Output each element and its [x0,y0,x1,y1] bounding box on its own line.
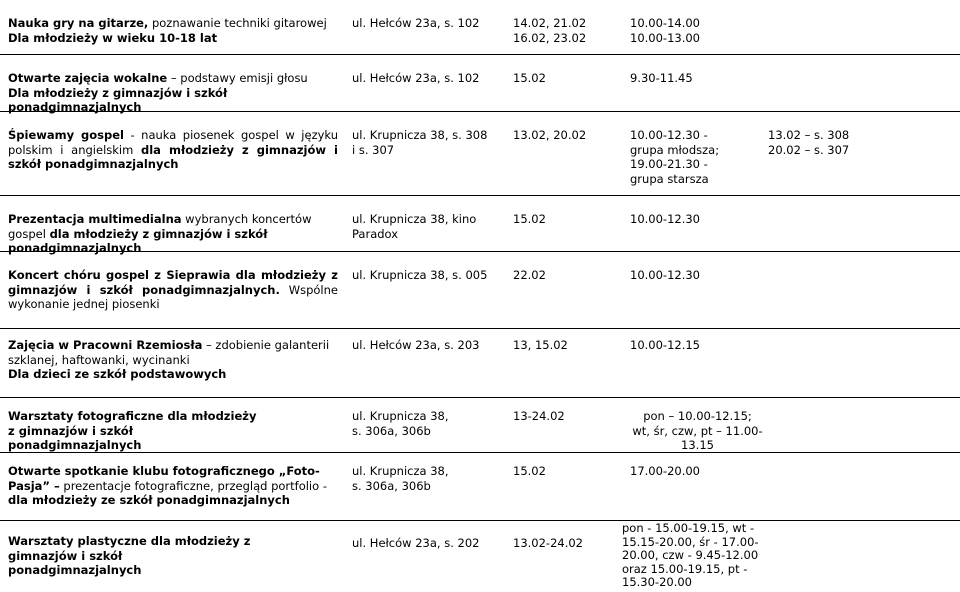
activity-audience: Dla młodzieży z gimnazjów i szkół ponadgimnazjalnych [8,85,228,114]
time-text: 10.00-12.30 [630,268,700,282]
activity-audience: Dla dzieci ze szkół podstawowych [8,367,227,381]
date-cell [513,338,613,353]
row-divider [0,328,960,329]
place-text: ul. Hełców 23a, s. 203 [352,338,480,352]
place-cell [352,16,502,31]
activity-audience: dla młodzieży z gimnazjów i szkół ponadgimnazjalnych [8,142,338,171]
activity-title: Warsztaty fotograficzne dla młodzieży z gimnazjów i szkół ponadgimnazjalnych [8,409,257,452]
activity-description: prezentacje fotograficzne, przegląd portfolio - [59,478,327,493]
place-text: ul. Krupnicza 38, kino Paradox [352,212,477,241]
place-cell [352,536,502,551]
time-cell [630,464,754,479]
room-cell [768,128,868,157]
date-cell [513,409,613,424]
activity-cell [8,464,338,508]
row-divider [0,520,960,521]
activity-cell [8,268,338,312]
date-cell [513,16,613,45]
place-cell [352,128,492,157]
activity-description: poznawanie techniki gitarowej [148,16,327,30]
room-text: 13.02 – s. 308 20.02 – s. 307 [768,128,850,157]
row-divider [0,195,960,196]
row-divider [0,397,960,398]
time-text: 10.00-14.00 10.00-13.00 [630,16,700,45]
date-cell [513,71,613,86]
place-text: ul. Hełców 23a, s. 102 [352,16,480,30]
activity-title: Otwarte zajęcia wokalne [8,71,168,85]
date-text: 13.02, 20.02 [513,128,587,142]
date-cell [513,464,613,479]
activity-cell [8,338,338,382]
time-cell [630,128,742,186]
activity-cell [8,16,338,45]
activity-title: Koncert chóru gospel z Sieprawia dla młodzieży z gimnazjów i szkół ponadgimnazjalnych. [8,268,338,297]
activity-title: Nauka gry na gitarze, [8,16,149,30]
place-text: ul. Krupnicza 38, s. 306a, 306b [352,464,449,493]
place-text: ul. Krupnicza 38, s. 308 i s. 307 [352,128,488,157]
date-text: 15.02 [513,71,546,85]
time-text: pon - 15.00-19.15, wt - 15.15-20.00, śr - 17.00-20.00, czw - 9.45-12.00 oraz 15.00-19.15, pt - 15.30-20.00 [622,521,759,589]
place-cell [352,409,502,438]
time-cell [630,268,754,283]
time-text: 10.00-12.30 [630,212,700,226]
time-cell [622,522,762,590]
activity-cell [8,128,338,172]
activity-description: Wspólne wykonanie jednej piosenki [8,282,338,311]
date-text: 15.02 [513,212,546,226]
place-text: ul. Krupnicza 38, s. 306a, 306b [352,409,449,438]
date-cell [513,128,613,143]
date-text: 13-24.02 [513,409,565,423]
activity-title: Otwarte spotkanie klubu fotograficznego „Foto-Pasja” – [8,464,320,493]
activity-title: Śpiewamy gospel [8,128,124,142]
place-cell [352,212,477,241]
activity-description: - nauka piosenek gospel w języku polskim i angielskim [8,128,339,157]
activity-description: – podstawy emisji głosu [167,71,308,85]
date-text: 13, 15.02 [513,338,568,352]
time-text: 10.00-12.15 [630,338,700,352]
time-text: 9.30-11.45 [630,71,693,85]
time-text: pon – 10.00-12.15; wt, śr, czw, pt – 11.00-13.15 [632,409,763,452]
time-text: 10.00-12.30 - grupa młodsza; 19.00-21.30 - grupa starsza [630,128,720,186]
time-cell [630,16,754,45]
date-text: 15.02 [513,464,546,478]
activity-audience: dla młodzieży ze szkół ponadgimnazjalnych [8,493,290,507]
activity-cell [8,71,348,115]
activity-title: Zajęcia w Pracowni Rzemiosła [8,338,203,352]
date-text: 14.02, 21.02 16.02, 23.02 [513,16,587,45]
place-cell [352,464,502,493]
place-text: ul. Hełców 23a, s. 202 [352,536,480,550]
time-cell [630,212,754,227]
place-cell [352,268,502,283]
date-cell [513,212,613,227]
place-cell [352,338,502,353]
date-cell [513,268,613,283]
place-text: ul. Hełców 23a, s. 102 [352,71,480,85]
activity-title: Prezentacja multimedialna [8,212,182,226]
time-cell [630,71,754,86]
activity-audience: Dla młodzieży w wieku 10-18 lat [8,30,218,45]
date-text: 22.02 [513,268,546,282]
activity-cell [8,409,258,453]
row-divider [0,54,960,55]
place-cell [352,71,502,86]
activity-cell [8,212,338,256]
activity-description: wybranych koncertów gospel [8,212,312,241]
activity-audience: dla młodzieży z gimnazjów i szkół ponadgimnazjalnych [8,226,268,255]
time-cell [630,409,765,453]
time-cell [630,338,754,353]
activity-description: – zdobienie galanterii szklanej, haftowanki, wycinanki [8,338,330,367]
activity-title: Warsztaty plastyczne dla młodzieży z gimnazjów i szkół ponadgimnazjalnych [8,534,251,577]
activity-cell [8,534,258,578]
time-text: 17.00-20.00 [630,464,700,478]
date-text: 13.02-24.02 [513,536,583,550]
date-cell [513,536,613,551]
place-text: ul. Krupnicza 38, s. 005 [352,268,488,282]
